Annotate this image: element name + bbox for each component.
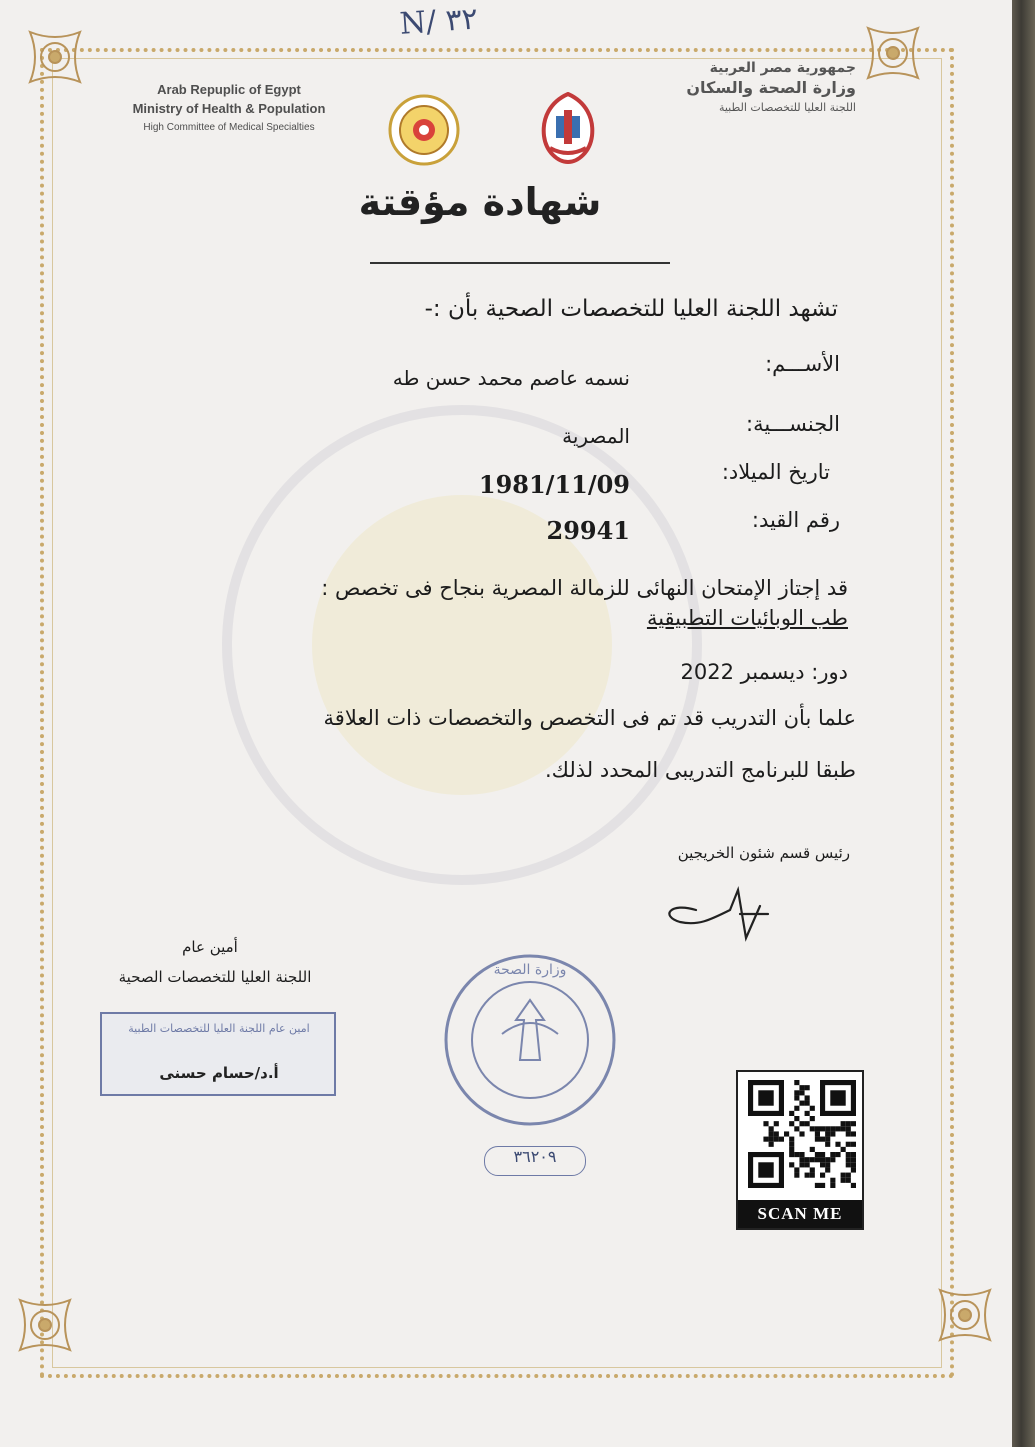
field-label-birthdate: تاريخ الميلاد: (721, 460, 830, 484)
handwritten-note: N/ ٣٢ (398, 1, 480, 42)
secretary-general-title: أمين عام (182, 938, 238, 956)
field-label-nationality: الجنســـية: (746, 412, 840, 436)
ornament-corner-top-right-icon (858, 18, 928, 88)
passed-statement: قد إجتاز الإمتحان النهائى للزمالة المصرية بنجاح فى تخصص : (321, 576, 848, 600)
ministry-name-ar: وزارة الصحة والسكان (686, 78, 856, 97)
graduates-head-title: رئيس قسم شئون الخريجين (677, 844, 850, 862)
field-value-name: نسمه عاصم محمد حسن طه (392, 366, 630, 390)
training-note-line1: علما بأن التدريب قد تم فى التخصص والتخصصات ذات العلاقة (323, 706, 856, 730)
committee-name-ar: اللجنة العليا للتخصصات الطبية (718, 101, 856, 114)
stamp-name: أ.د/حسام حسنى (159, 1064, 279, 1082)
specialty-name: طب الوبائيات التطبيقية (646, 606, 848, 630)
secretary-general-body: اللجنة العليا للتخصصات الصحية (118, 968, 312, 986)
field-label-registration: رقم القيد: (751, 508, 840, 532)
stamp-header: امين عام اللجنة العليا للتخصصات الطبية (128, 1022, 310, 1035)
background-edge (1012, 0, 1035, 1447)
certificate-title: شهادة مؤقتة (358, 180, 602, 224)
header-english (104, 82, 354, 133)
field-value-registration: 29941 (546, 516, 630, 545)
qr-code[interactable] (736, 1070, 864, 1230)
ornament-corner-top-left-icon (20, 22, 90, 92)
ornament-corner-bottom-right-icon (930, 1280, 1000, 1350)
field-value-nationality: المصرية (562, 424, 630, 448)
qr-code-pattern (748, 1080, 856, 1188)
committee-name-en: High Committee of Medical Specialties (143, 122, 315, 133)
header-arabic (660, 60, 856, 114)
seal-caption: وزارة الصحة (493, 962, 567, 978)
country-name-en: Arab Repuplic of Egypt (157, 82, 301, 97)
fellowship-logo-icon (388, 94, 460, 166)
certificate-intro: تشهد اللجنة العليا للتخصصات الصحية بأن :- (424, 296, 838, 322)
seal-number: ٣٦٢٠٩ (484, 1146, 586, 1176)
exam-round: دور: ديسمبر 2022 (680, 660, 848, 684)
ministry-seal-icon (440, 950, 620, 1130)
ornament-corner-bottom-left-icon (10, 1290, 80, 1360)
ministry-name-en: Ministry of Health & Population (132, 101, 326, 116)
training-note-line2: طبقا للبرنامج التدريبى المحدد لذلك. (544, 758, 856, 782)
scan-me-label: SCAN ME (738, 1200, 862, 1228)
signature-graduates-head (650, 880, 780, 950)
title-underline (370, 262, 670, 264)
field-label-name: الأســـم: (765, 352, 840, 376)
country-name-ar: جمهورية مصر العربية (709, 60, 856, 76)
field-value-birthdate: 1981/11/09 (478, 470, 630, 499)
secretary-stamp (100, 1012, 336, 1096)
ministry-logo-icon (536, 92, 600, 164)
